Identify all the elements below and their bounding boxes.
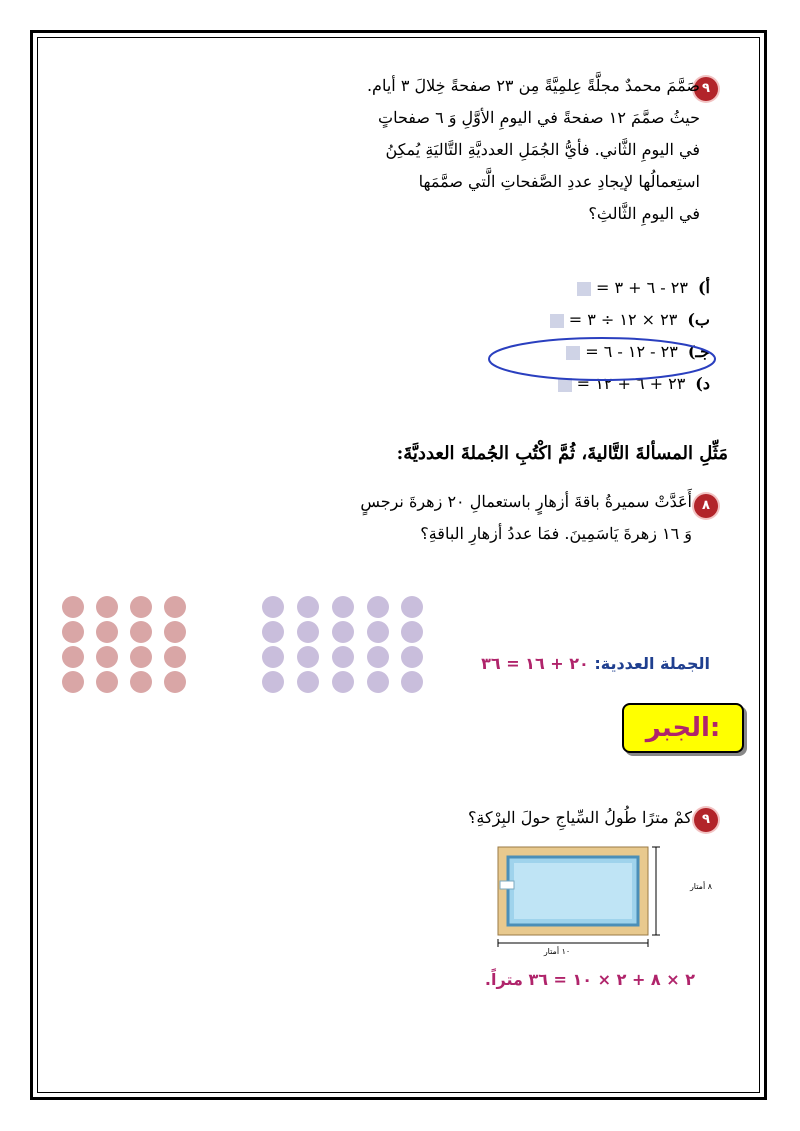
- dot: [401, 596, 423, 618]
- answer-circle: [486, 334, 718, 384]
- dot: [130, 596, 152, 618]
- question-line: حيثُ صمَّمَ ١٢ صفحةً في اليومِ الأوَّلِ وَ ٦ صفحاتٍ: [378, 108, 700, 127]
- number-sentence-label: الجملة العددية:: [594, 654, 710, 673]
- answer-blank: [550, 314, 564, 328]
- dot: [401, 646, 423, 668]
- dot: [164, 596, 186, 618]
- dot: [164, 646, 186, 668]
- choice-b[interactable]: [510, 308, 710, 332]
- dot: [297, 646, 319, 668]
- dot: [62, 671, 84, 693]
- choice-expression: ٢٣ + ٦ + ١٢ =: [576, 374, 686, 393]
- choice-a[interactable]: [510, 276, 710, 300]
- dot: [367, 621, 389, 643]
- question-line: في اليومِ الثَّالثِ؟: [588, 204, 700, 223]
- dot: [262, 671, 284, 693]
- dot: [401, 671, 423, 693]
- dot: [401, 621, 423, 643]
- question-number-badge: ٩: [694, 77, 718, 101]
- dot: [262, 596, 284, 618]
- pool-figure: [492, 843, 716, 959]
- dot: [96, 621, 118, 643]
- pool-bottom-label: ١٠ أمتار: [543, 947, 571, 956]
- dot: [96, 596, 118, 618]
- dot: [367, 671, 389, 693]
- pool-side-label: ٨ أمتار: [689, 882, 712, 891]
- dot: [130, 621, 152, 643]
- dot: [262, 646, 284, 668]
- dot: [130, 646, 152, 668]
- dot: [62, 596, 84, 618]
- number-sentence-value: ٢٠ + ١٦ = ٣٦: [481, 654, 589, 673]
- section-heading: مَثِّلِ المسألةَ التَّاليةَ، ثُمَّ اكْتُبِ الجُملةَ العدديَّةَ:: [396, 443, 728, 464]
- question-number-badge: ٨: [694, 494, 718, 518]
- dot: [62, 621, 84, 643]
- dot: [332, 596, 354, 618]
- dot: [62, 646, 84, 668]
- question-line: صَمَّمَ محمدٌ مجلَّةً عِلمِيَّةً مِن ٢٣ صفحةً خِلالَ ٣ أيام.: [366, 76, 700, 95]
- question-line: استِعمالُها لإيجادِ عددِ الصَّفحاتِ الَّتي صمَّمَها: [418, 172, 700, 191]
- dot: [332, 621, 354, 643]
- dot: [367, 646, 389, 668]
- choice-expression: ٢٣ - ٦ + ٣ =: [595, 278, 688, 297]
- dot: [96, 646, 118, 668]
- question-text: [212, 486, 692, 550]
- question-line: وَ ١٦ زهرةَ يَاسَمِينَ. فمَا عددُ أزهارِ الباقةِ؟: [420, 524, 692, 543]
- question-line: في اليومِ الثَّاني. فأيُّ الجُمَلِ العدديَّةِ التَّاليَةِ يُمكِنُ: [385, 140, 700, 159]
- algebra-title: الجبر:: [622, 703, 744, 753]
- question-number-badge: ٩: [694, 808, 718, 832]
- dot: [297, 596, 319, 618]
- choice-label: ب): [687, 310, 710, 329]
- question-text: كمْ مترًا طُولُ السِّياجِ حولَ البِرْكةِ؟: [467, 808, 692, 827]
- dot: [332, 671, 354, 693]
- dot: [130, 671, 152, 693]
- dot: [367, 596, 389, 618]
- pool-answer: ٢ × ٨ + ٢ × ١٠ = ٣٦ متراً.: [484, 970, 695, 989]
- dot: [164, 671, 186, 693]
- question-line: أَعَدَّتْ سميرةُ باقةَ أزهارٍ باستعمالِ ٢٠ زهرةَ نرجسٍ: [360, 492, 692, 511]
- choice-label: أ): [697, 278, 710, 297]
- number-sentence: [481, 654, 710, 673]
- choice-label: جـ): [687, 342, 710, 361]
- question-text: [280, 70, 700, 230]
- dot: [262, 621, 284, 643]
- dot: [332, 646, 354, 668]
- choice-label: د): [695, 374, 710, 393]
- answer-blank: [577, 282, 591, 296]
- dot: [297, 621, 319, 643]
- dot: [297, 671, 319, 693]
- dot: [164, 621, 186, 643]
- choice-expression: ٢٣ × ١٢ ÷ ٣ =: [568, 310, 678, 329]
- dot: [96, 671, 118, 693]
- choice-expression: ٢٣ - ١٢ - ٦ =: [585, 342, 678, 361]
